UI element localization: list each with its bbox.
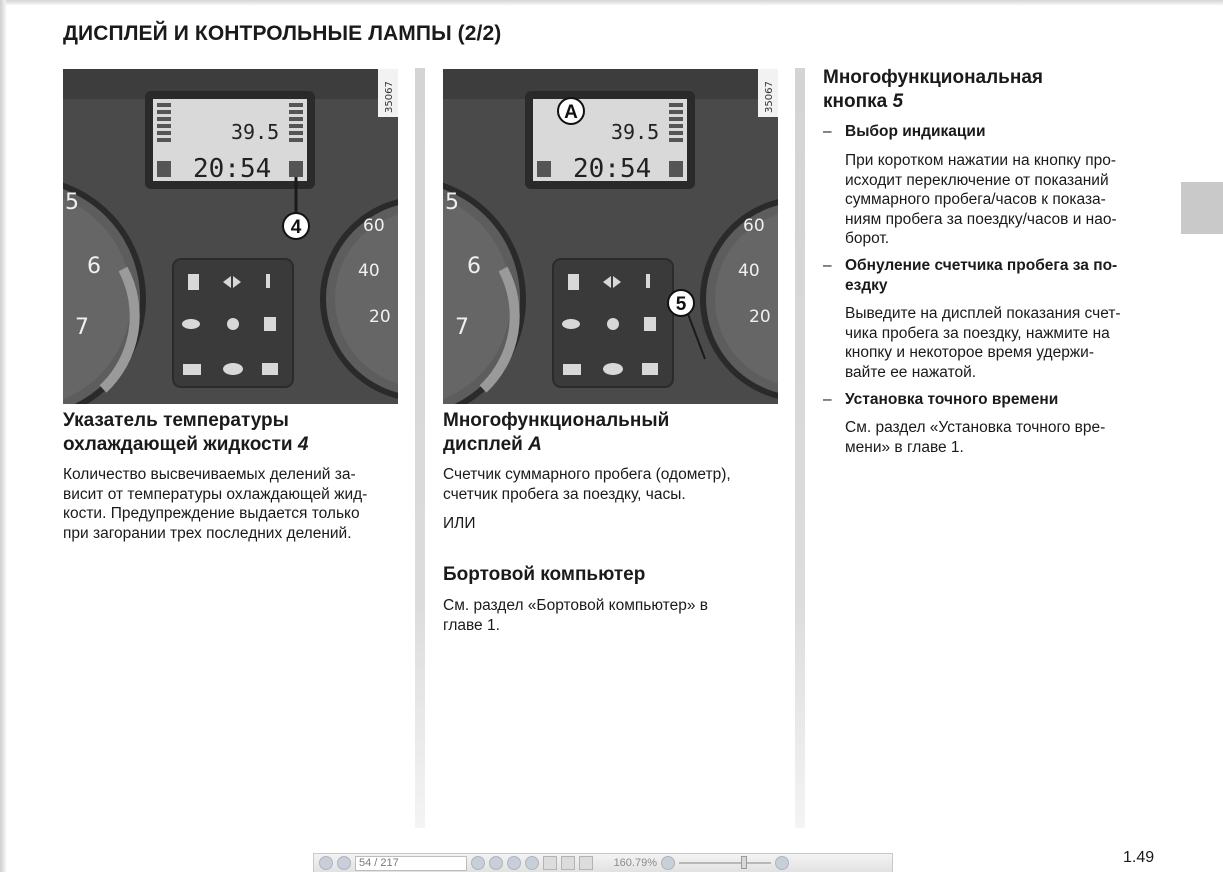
list-dash: – <box>823 123 832 140</box>
lcd-clock: 20:54 <box>193 154 272 184</box>
lcd-odometer: 39.5 <box>611 120 660 144</box>
or-label: ИЛИ <box>443 515 476 532</box>
first-page-icon[interactable] <box>319 856 333 870</box>
list-item-text: См. раздел «Установка точного вре- мени» в главе 1. <box>845 419 1106 456</box>
section-heading-display: Многофункциональный дисплей A <box>443 410 670 455</box>
gauge-number: 7 <box>455 315 469 340</box>
heading-ref: 5 <box>892 91 904 112</box>
section-heading-trip-computer: Бортовой компьютер <box>443 564 646 585</box>
gauge-number: 40 <box>358 261 380 281</box>
list-item-text: При коротком нажатии на кнопку про- исходит переключение от показаний суммарного пробега/часов к показа- ниям пробега за поездку/часов и нао- борот. <box>845 152 1117 247</box>
zoom-level[interactable]: 160.79% <box>613 857 657 869</box>
list-item-title: Обнуление счетчика пробега за по- ездку <box>845 257 1118 294</box>
section-heading-button: Многофункциональная кнопка 5 <box>823 67 1043 112</box>
continuous-view-icon[interactable] <box>561 856 575 870</box>
figure-cluster-display <box>443 69 778 404</box>
gauge-number: 6 <box>467 254 481 279</box>
figure-cluster-temperature <box>63 69 398 404</box>
list-dash: – <box>823 391 832 408</box>
page-number: 1.49 <box>1123 849 1155 866</box>
list-item-text: Выведите на дисплей показания счет- чика пробега за поездку, нажмите на кнопку и некоторое время удержи- вайте ее нажатой. <box>845 305 1121 381</box>
forward-arrow-icon[interactable] <box>525 856 539 870</box>
viewer-toolbar <box>313 853 893 872</box>
list-item-title: Установка точного времени <box>845 391 1059 408</box>
column-divider-2 <box>795 68 805 828</box>
photo-code: 35067 <box>384 81 395 113</box>
callout-label: 4 <box>290 217 302 238</box>
zoom-out-icon[interactable] <box>661 856 675 870</box>
section-heading-coolant: Указатель температуры охлаждающей жидкости 4 <box>63 410 309 455</box>
paragraph-trip-computer: См. раздел «Бортовой компьютер» в главе 1. <box>443 597 708 634</box>
chapter-tab-marker <box>1181 182 1223 234</box>
window-frame-top <box>0 0 1223 5</box>
gauge-number: 5 <box>445 190 459 215</box>
last-page-icon[interactable] <box>489 856 503 870</box>
paragraph-display: Счетчик суммарного пробега (одометр), счетчик пробега за поездку, часы. <box>443 466 731 503</box>
zoom-slider-handle[interactable] <box>741 856 747 869</box>
list-dash: – <box>823 257 832 274</box>
lcd-clock: 20:54 <box>573 154 652 184</box>
previous-page-icon[interactable] <box>337 856 351 870</box>
zoom-slider[interactable] <box>679 862 771 864</box>
window-frame-left <box>0 0 6 872</box>
gauge-number: 60 <box>363 216 385 236</box>
zoom-in-icon[interactable] <box>775 856 789 870</box>
page-title: ДИСПЛЕЙ И КОНТРОЛЬНЫЕ ЛАМПЫ (2/2) <box>63 22 502 45</box>
gauge-number: 5 <box>65 190 79 215</box>
single-page-view-icon[interactable] <box>543 856 557 870</box>
gauge-number: 40 <box>738 261 760 281</box>
photo-code: 35067 <box>764 81 775 113</box>
back-arrow-icon[interactable] <box>507 856 521 870</box>
next-page-icon[interactable] <box>471 856 485 870</box>
gauge-number: 20 <box>369 307 391 327</box>
list-item-title: Выбор индикации <box>845 123 986 140</box>
heading-ref: 4 <box>297 434 309 455</box>
page-number-input[interactable]: 54 / 217 <box>355 856 467 871</box>
callout-label: A <box>564 102 578 123</box>
gauge-number: 7 <box>75 315 89 340</box>
fit-page-icon[interactable] <box>579 856 593 870</box>
paragraph-coolant: Количество высвечиваемых делений за- висит от температуры охлаждающей жид- кости. Предупреждение выдается только при загорании трех последних делений. <box>63 466 368 542</box>
lcd-odometer: 39.5 <box>231 120 280 144</box>
gauge-number: 20 <box>749 307 771 327</box>
column-divider-1 <box>415 68 425 828</box>
heading-ref: A <box>528 434 542 455</box>
gauge-number: 60 <box>743 216 765 236</box>
gauge-number: 6 <box>87 254 101 279</box>
callout-label: 5 <box>675 294 687 315</box>
